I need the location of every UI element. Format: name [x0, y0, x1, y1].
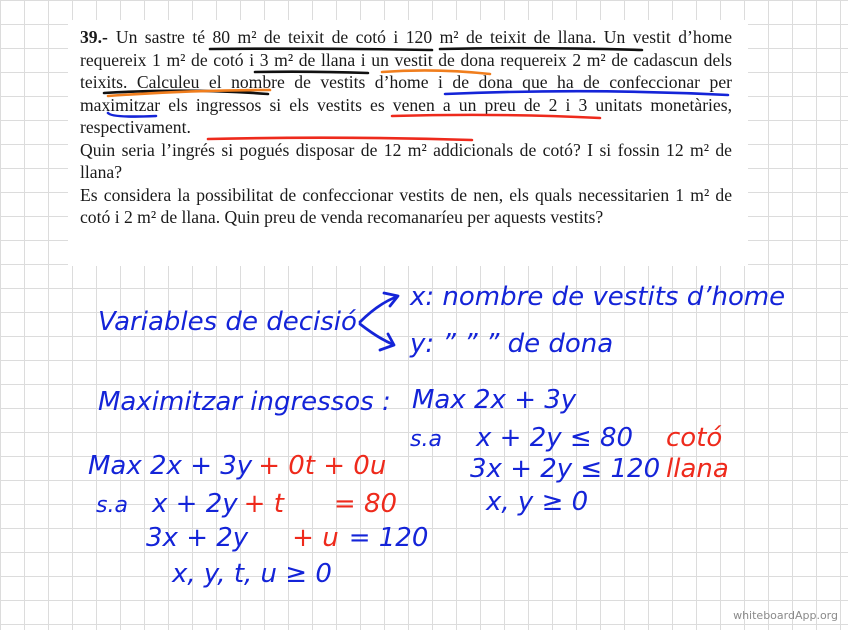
- text-fragment: el nombre de vestits d’home i de dona: [208, 72, 513, 92]
- std-c2-lhs: 3x + 2y: [146, 523, 249, 553]
- constraint-coto: x + 2y ≤ 80: [476, 423, 634, 453]
- nonnegativity: x, y ≥ 0: [486, 487, 589, 517]
- std-c2-slack: + u: [292, 523, 339, 553]
- std-c1-slack: + t: [243, 489, 284, 519]
- std-c1-lhs: x + 2y: [152, 489, 238, 519]
- text-fragment: 2 m² de cadascun: [572, 49, 699, 70]
- maximize-label: Maximitzar ingressos :: [98, 387, 391, 417]
- underline-prices: [208, 138, 472, 140]
- underline-man-coto: [255, 72, 368, 73]
- standard-subject-to: s.a: [96, 493, 128, 518]
- text-fragment: preu de 2 i 3 unitats monetàries: [484, 94, 728, 115]
- text-fragment: 1 m² de cotó: [152, 49, 244, 70]
- underline-maximize: [392, 115, 600, 118]
- underline-marks: [104, 48, 728, 140]
- text-fragment: , respectivament.: [80, 94, 732, 137]
- standard-constraint-2: [146, 523, 428, 553]
- label-coto: cotó: [666, 423, 723, 453]
- standard-constraint-1: [151, 489, 397, 519]
- std-c1-rhs: = 80: [333, 489, 398, 519]
- underline-man-llana: [382, 70, 490, 74]
- standard-objective-red: + 0t + 0u: [258, 451, 387, 481]
- problem-paragraph-2: Quin seria l’ingrés si pogués disposar de 12 m² addicionals de cotó? I si fossin 12 m² de llana?: [80, 139, 732, 182]
- text-fragment: . Un vestit d’home requereix: [80, 27, 732, 70]
- text-fragment: té 80 m² de teixit de cotó: [192, 27, 386, 47]
- text-fragment: dels teixits. Calculeu: [80, 49, 732, 92]
- text-fragment: 3 m² de llana: [259, 49, 356, 70]
- text-fragment: Un sastre: [115, 27, 193, 47]
- watermark: whiteboardApp.org: [733, 609, 838, 622]
- arrow-up-icon: [360, 297, 396, 322]
- standard-objective-blue: Max 2x + 3y: [88, 451, 253, 481]
- y-definition: y: ” ” ” de dona: [410, 329, 614, 359]
- underline-coto: [210, 49, 432, 50]
- text-fragment: que ha de confeccionar per: [512, 72, 732, 92]
- subject-to-label: s.a: [410, 427, 442, 452]
- x-definition: x: nombre de vestits d’home: [410, 282, 786, 312]
- label-llana: llana: [666, 454, 729, 484]
- text-fragment: 120 m² de teixit de llana: [405, 27, 592, 47]
- standard-objective: [88, 451, 386, 481]
- problem-number: 39.-: [80, 27, 108, 47]
- text-fragment: si els vestits es venen a un: [261, 94, 485, 115]
- underline-llana: [440, 48, 642, 50]
- underline-decision-2: [108, 113, 156, 117]
- variables-label: Variables de decisió: [98, 307, 357, 337]
- decision-arrows: [360, 293, 398, 350]
- constraint-llana: 3x + 2y ≤ 120: [470, 454, 661, 484]
- text-fragment: i: [243, 49, 260, 70]
- standard-nonnegativity: x, y, t, u ≥ 0: [172, 559, 332, 589]
- text-fragment: i un vestit de dona requereix: [355, 49, 573, 70]
- std-c2-rhs: = 120: [348, 523, 429, 553]
- underline-decision-1: [445, 91, 728, 95]
- text-fragment: maximitzar els ingressos: [80, 94, 262, 115]
- text-fragment: i: [385, 27, 406, 47]
- problem-paragraph-3: Es considera la possibilitat de confeccionar vestits de nen, els quals necessitarien 1 m² de cotó i 2 m² de llana. Quin preu de venda recomanaríeu per aquests vestits?: [80, 184, 732, 227]
- objective-function: Max 2x + 3y: [412, 385, 577, 415]
